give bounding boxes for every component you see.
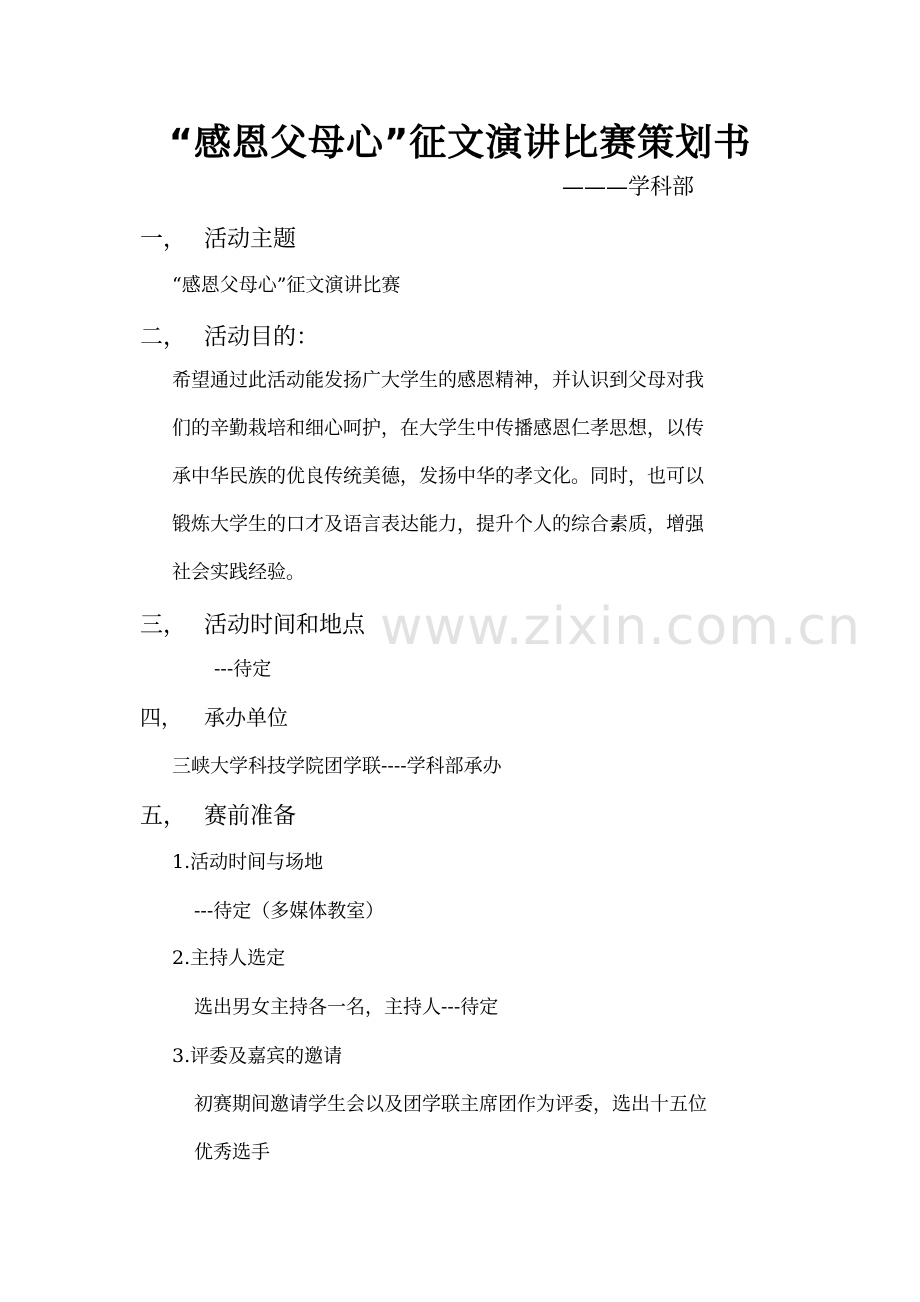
prep-item-detail: ---待定（多媒体教室） <box>194 900 385 922</box>
section-number: 四， <box>140 706 182 730</box>
paragraph-line: 们的辛勤栽培和细心呵护，在大学生中传播感恩仁孝思想，以传 <box>172 417 705 439</box>
prep-item-detail: 选出男女主持各一名，主持人---待定 <box>194 996 499 1018</box>
paragraph-line: 希望通过此活动能发扬广大学生的感恩精神，并认识到父母对我 <box>172 369 705 391</box>
prep-item-label: 1.活动时间与场地 <box>172 851 324 873</box>
section-content-time-place: ---待定 <box>214 658 272 680</box>
watermark: www.zixin.com.cn <box>380 597 861 657</box>
section-number: 一， <box>140 226 186 252</box>
section-title: 活动主题 <box>204 226 296 252</box>
section-title: 承办单位 <box>204 706 288 730</box>
prep-item-detail: 优秀选手 <box>194 1141 271 1163</box>
prep-item-detail: 初赛期间邀请学生会以及团学联主席团作为评委，选出十五位 <box>194 1093 708 1115</box>
paragraph-line: 社会实践经验。 <box>172 561 306 583</box>
section-title: 赛前准备 <box>204 803 296 829</box>
section-number: 三， <box>140 612 186 638</box>
paragraph-line: 锻炼大学生的口才及语言表达能力，提升个人的综合素质，增强 <box>172 513 705 535</box>
document-author: ———学科部 <box>562 175 695 200</box>
section-content-theme: “感恩父母心”征文演讲比赛 <box>172 274 401 296</box>
prep-item-label: 2.主持人选定 <box>172 947 286 969</box>
document-title: “感恩父母心”征文演讲比赛策划书 <box>168 121 752 164</box>
section-number: 五， <box>140 803 186 829</box>
section-title: 活动目的： <box>204 324 319 350</box>
section-number: 二， <box>140 324 186 350</box>
section-content-organizer: 三峡大学科技学院团学联----学科部承办 <box>172 755 502 777</box>
paragraph-line: 承中华民族的优良传统美德，发扬中华的孝文化。同时，也可以 <box>172 465 705 487</box>
prep-item-label: 3.评委及嘉宾的邀请 <box>172 1045 343 1067</box>
section-title: 活动时间和地点 <box>204 612 365 638</box>
